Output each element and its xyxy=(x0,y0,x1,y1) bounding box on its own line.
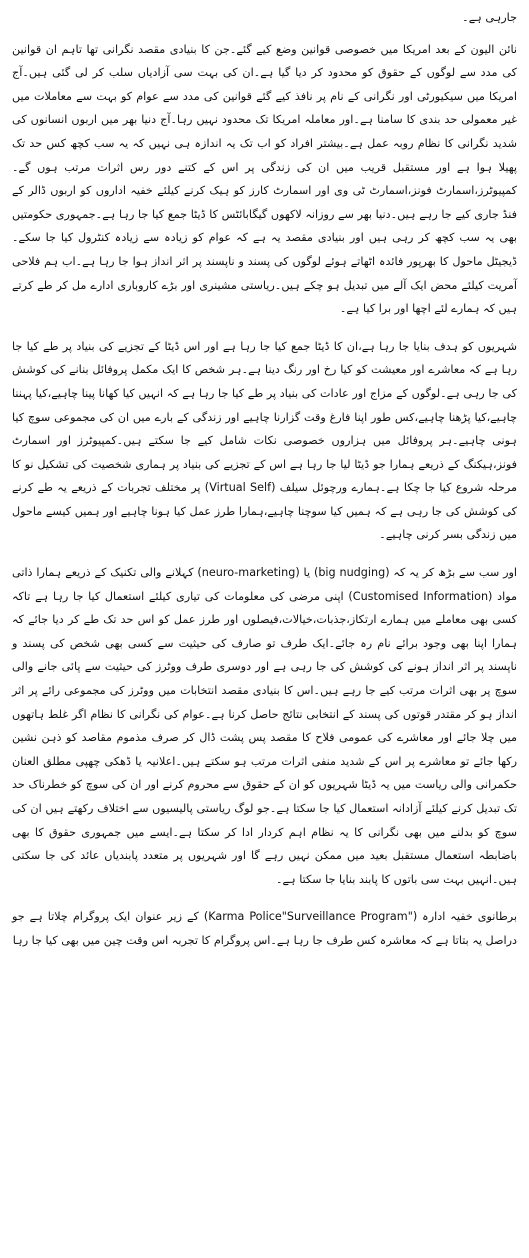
paragraph-karma-police: برطانوی خفیہ ادارہ ("Karma Police"Surveillance Program) کے زیر عنوان ایک پروگرام چلاتا ہے جو دراصل یہ بتاتا ہے کہ معاشرہ کس طرف جا رہا ہے۔اس پروگرام کا تجربہ اس وقت چین میں بھی کیا جا رہا xyxy=(12,910,518,947)
paragraph-big-nudging: اور سب سے بڑھ کر یہ کہ (big nudging) یا (neuro-marketing) کہلانے والی تکنیک کے ذریعے ہمارا ذاتی مواد (Customised Information) اپنی مرضی کی معلومات کی تیاری کیلئے استعمال کیا جا رہا ہے تاکہ کسی بھی معاملے میں ہمارے ارتکاز،جذبات،خیالات،فیصلوں اور طرز عمل کو اس حد تک طے کر دیا جائے کہ ہمارا اپنا بھی وجود برائے نام رہ جائے۔ایک طرف تو صارف کی حیثیت سے کسی بھی شخص کی پسند و ناپسند پر اثر انداز ہونے کی کوشش کی جا رہی ہے اور دوسری طرف ووٹرز کی حیثیت سے پائی جانے والی سوچ پر بھی اثرات مرتب کیے جا رہے ہیں۔اس کا بنیادی مقصد انتخابات میں ووٹرز کی مجموعی رائے پر اثر انداز ہو کر مقتدر قوتوں کی پسند کے انتخابی نتائج حاصل کرنا ہے۔عوام کی نگرانی کا نظام اگر غلط ہاتھوں میں چلا جائے اور معاشرے کی عمومی فلاح کا مقصد پس پشت ڈال کر صرف مذموم مقاصد کو ذہن نشین رکھا جائے تو معاشرے پر اس کے شدید منفی اثرات مرتب ہو سکتے ہیں۔اعلانیہ یا ڈھکی چھپی مطلق العنان حکمرانی والی ریاست میں یہ ڈیٹا شہریوں کو ان کے حقوق سے محروم کرنے اور ان کی سوچ کو خطرناک حد تک تبدیل کرنے کیلئے آزادانہ استعمال کیا جا سکتا ہے۔جو لوگ ریاستی پالیسیوں سے اختلاف رکھتے ہیں ان کی سوچ کو بدلنے میں بھی نگرانی کا یہ نظام اہم کردار ادا کر سکتا ہے۔ایسے میں جمہوری حقوق کا بھی باضابطہ استعمال مستقبل بعید میں ممکن نہیں رہے گا اور شہریوں پر متعدد پابندیاں عائد کی جا سکتی ہیں۔انہیں بہت سی باتوں کا پابند بنایا جا سکتا ہے۔ xyxy=(12,566,517,886)
paragraph-continuation: جارہی ہے۔ xyxy=(462,11,517,24)
paragraph-surveillance-laws: نائن الیون کے بعد امریکا میں خصوصی قوانین وضع کیے گئے۔جن کا بنیادی مقصد نگرانی تھا تاہم ان قوانین کی مدد سے لوگوں کے حقوق کو محدود کر دیا گیا ہے۔ان کی بہت سی آزادیاں سلب کر لی گئی ہیں۔آج امریکا میں سیکیورٹی اور نگرانی کے نام پر نافذ کیے گئے قوانین کی مدد سے عوام کو بہت سے معاملات میں غیر معمولی حد بندی کا سامنا ہے۔اور معاملہ امریکا تک محدود نہیں رہا۔آج دنیا بھر میں اربوں انسانوں کی شدید نگرانی کا نظام روبہ عمل ہے۔بیشتر افراد کو اب تک یہ اندازہ ہی نہیں کہ یہ سب کچھ کس حد تک پھیلا ہوا ہے اور مستقبل قریب میں ان کی زندگی پر اس کے کتنے دور رس اثرات مرتب ہوں گے۔کمپیوٹرز،اسمارٹ فونز،اسمارٹ ٹی وی اور اسمارٹ کارز کو ہیک کرنے کیلئے خفیہ اداروں کو اربوں ڈالر کے فنڈ جاری کیے جا رہے ہیں۔دنیا بھر سے روزانہ لاکھوں گیگابائٹس کا ڈیٹا جمع کیا جا رہا ہے۔جمہوری حکومتیں بھی یہ سب کچھ کر رہی ہیں اور بنیادی مقصد یہ ہے کہ عوام کو زیادہ سے زیادہ کنٹرول کیا جا سکے۔ڈیجیٹل ماحول کا بھرپور فائدہ اٹھاتے ہوئے لوگوں کی پسند و ناپسند پر اثر انداز ہوا جا رہا ہے۔اب ہم فلاحی آمریت کیلئے محض ایک آلے میں تبدیل ہو چکے ہیں۔ریاستی مشینری اور بڑے کاروباری ادارے مل کر طے کرتے ہیں کہ ہمارے لئے اچھا اور برا کیا ہے۔ xyxy=(12,42,517,316)
paragraph-citizen-profiling: شہریوں کو ہدف بنایا جا رہا ہے،ان کا ڈیٹا جمع کیا جا رہا ہے اور اس ڈیٹا کے تجزیے کی بنیاد پر طے کیا جا رہا ہے کہ معاشرے اور معیشت کو کیا رخ اور رنگ دینا ہے۔ہر شخص کا ایک مکمل پروفائل بنانے کی کوشش کی جا رہی ہے۔لوگوں کے مزاج اور عادات کی بنیاد پر طے کیا جا رہا ہے کہ انہیں کیا کھانا پینا چاہیے،کیا پہننا چاہیے،کیا پڑھنا چاہیے،کس طور اپنا فارغ وقت گزارنا چاہیے اور زندگی کے بارے میں ان کی مجموعی سوچ کیا ہونی چاہیے۔ہر پروفائل میں ہزاروں خصوصی نکات شامل کیے جا سکتے ہیں۔کمپیوٹرز اور اسمارٹ فونز،ہیکنگ کے ذریعے ہمارا جو ڈیٹا لیا جا رہا ہے اس کے تجزیے کی بنیاد پر ہماری شخصیت کی تشکیل نو کا مرحلہ شروع کیا جا چکا ہے۔ہمارے ورچوئل سیلف (Virtual Self) پر مختلف تجربات کے ذریعے یہ طے کرنے کی کوشش کی جا رہی ہے کہ ہمیں کیا سوچنا چاہیے،ہمارا طرز عمل کیا ہونا چاہیے اور ہمیں کیسے ماحول میں زندگی بسر کرنی چاہیے۔ xyxy=(12,339,517,542)
